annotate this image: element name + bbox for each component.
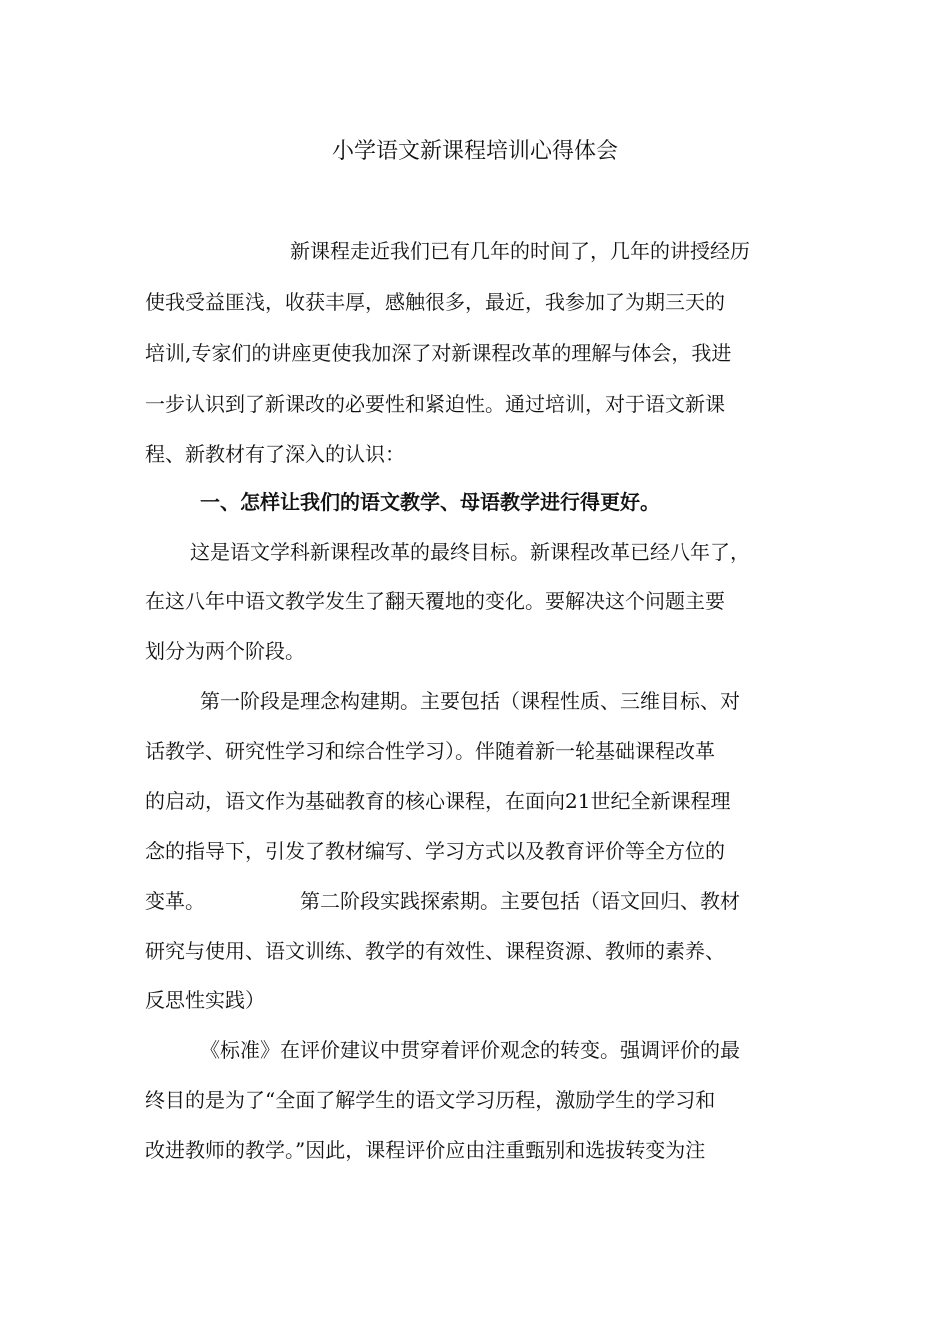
- body-line: 程、新教材有了深入的认识：: [145, 442, 405, 466]
- body-line: 改进教师的教学。”因此，课程评价应由注重甄别和选拔转变为注: [145, 1138, 706, 1162]
- body-line: 话教学、研究性学习和综合性学习）。伴随着新一轮基础课程改革: [145, 739, 715, 763]
- body-line: 第二阶段实践探索期。主要包括（语文回归、教材: [300, 889, 740, 913]
- body-line: 的启动，语文作为基础教育的核心课程，在面向21世纪全新课程理: [145, 789, 731, 813]
- body-line: 在这八年中语文教学发生了翻天覆地的变化。要解决这个问题主要: [145, 589, 725, 613]
- body-line: 第一阶段是理念构建期。主要包括（课程性质、三维目标、对: [200, 689, 740, 713]
- body-line: 反思性实践）: [145, 988, 265, 1012]
- body-line: 培训,专家们的讲座更使我加深了对新课程改革的理解与体会，我进: [145, 341, 732, 365]
- body-line: 一步认识到了新课改的必要性和紧迫性。通过培训，对于语文新课: [145, 392, 725, 416]
- document-title: 小学语文新课程培训心得体会: [331, 139, 618, 164]
- body-line: 变革。: [145, 889, 205, 913]
- body-line: 这是语文学科新课程改革的最终目标。新课程改革已经八年了，: [190, 540, 750, 564]
- body-line: 研究与使用、语文训练、教学的有效性、课程资源、教师的素养、: [145, 939, 725, 963]
- body-line: 新课程走近我们已有几年的时间了，几年的讲授经历: [290, 239, 750, 263]
- body-line: 《标准》在评价建议中贯穿着评价观念的转变。强调评价的最: [200, 1038, 740, 1062]
- body-line: 划分为两个阶段。: [145, 639, 305, 663]
- section-heading: 一、怎样让我们的语文教学、母语教学进行得更好。: [200, 490, 660, 514]
- body-line: 终目的是为了“全面了解学生的语文学习历程，激励学生的学习和: [145, 1088, 716, 1112]
- body-line: 念的指导下，引发了教材编写、学习方式以及教育评价等全方位的: [145, 839, 725, 863]
- body-line: 使我受益匪浅，收获丰厚，感触很多，最近，我参加了为期三天的: [145, 290, 725, 314]
